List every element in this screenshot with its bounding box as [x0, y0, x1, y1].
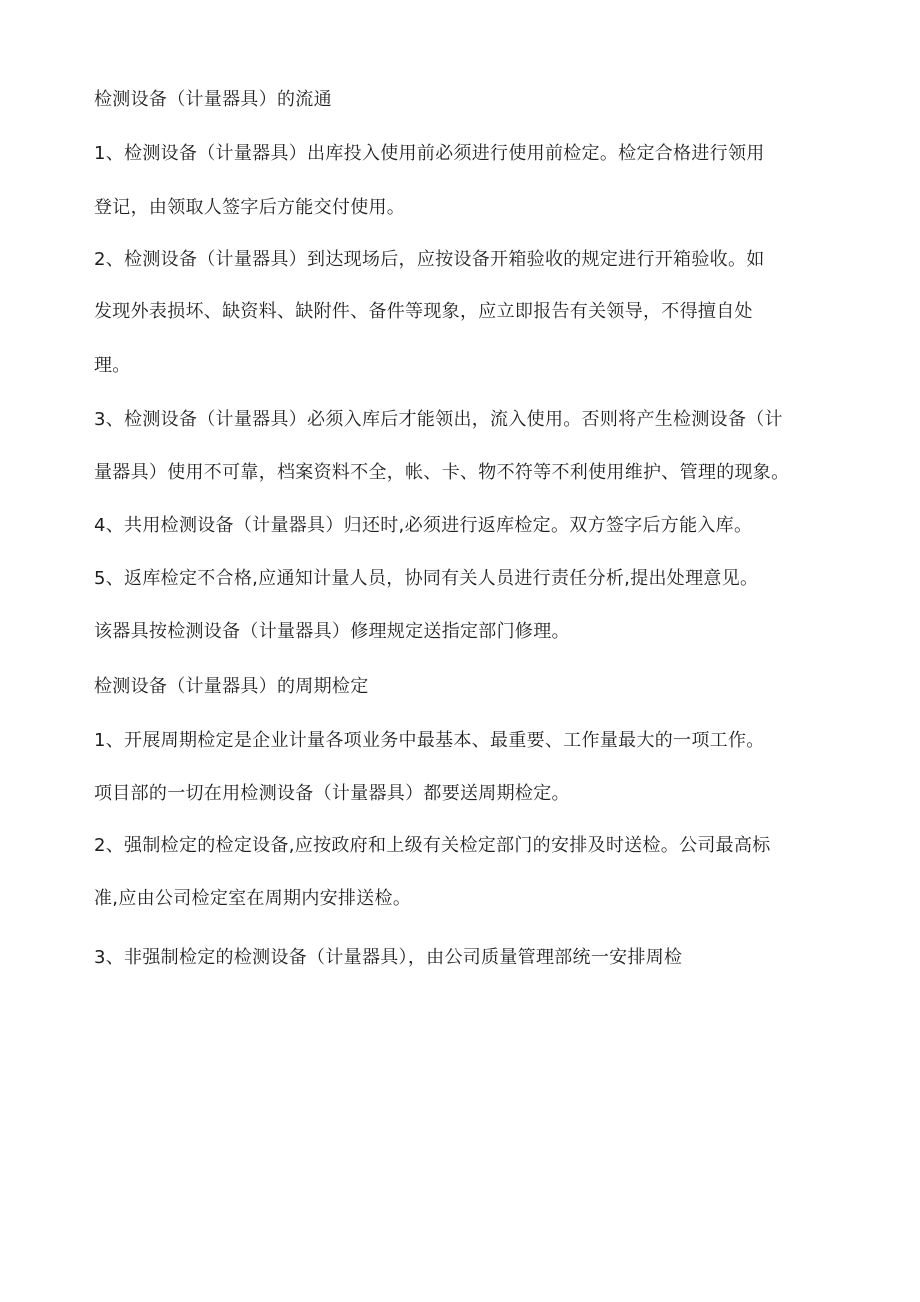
paragraph-line: 2、强制检定的检定设备,应按政府和上级有关检定部门的安排及时送检。公司最高标 [94, 835, 771, 856]
paragraph-line: 理。 [94, 355, 131, 376]
paragraph-line: 3、检测设备（计量器具）必须入库后才能领出，流入使用。否则将产生检测设备（计 [94, 409, 783, 430]
paragraph-line: 4、共用检测设备（计量器具）归还时,必须进行返库检定。双方签字后方能入库。 [94, 515, 753, 536]
section-heading-circulation: 检测设备（计量器具）的流通 [94, 89, 332, 110]
paragraph-line: 2、检测设备（计量器具）到达现场后，应按设备开箱验收的规定进行开箱验收。如 [94, 249, 765, 270]
paragraph-line: 项目部的一切在用检测设备（计量器具）都要送周期检定。 [94, 783, 570, 804]
paragraph-line: 5、返库检定不合格,应通知计量人员，协同有关人员进行责任分析,提出处理意见。 [94, 568, 759, 589]
paragraph-line: 1、检测设备（计量器具）出库投入使用前必须进行使用前检定。检定合格进行领用 [94, 143, 765, 164]
paragraph-line: 3、非强制检定的检测设备（计量器具），由公司质量管理部统一安排周检 [94, 947, 683, 968]
paragraph-line: 登记，由领取人签字后方能交付使用。 [94, 197, 406, 218]
paragraph-line: 准,应由公司检定室在周期内安排送检。 [94, 888, 412, 909]
paragraph-line: 该器具按检测设备（计量器具）修理规定送指定部门修理。 [94, 621, 570, 642]
paragraph-line: 1、开展周期检定是企业计量各项业务中最基本、最重要、工作量最大的一项工作。 [94, 730, 765, 751]
paragraph-line: 发现外表损坏、缺资料、缺附件、备件等现象，应立即报告有关领导，不得擅自处 [94, 301, 753, 322]
section-heading-periodic: 检测设备（计量器具）的周期检定 [94, 676, 369, 697]
paragraph-line: 量器具）使用不可靠，档案资料不全，帐、卡、物不符等不利使用维护、管理的现象。 [94, 462, 790, 483]
